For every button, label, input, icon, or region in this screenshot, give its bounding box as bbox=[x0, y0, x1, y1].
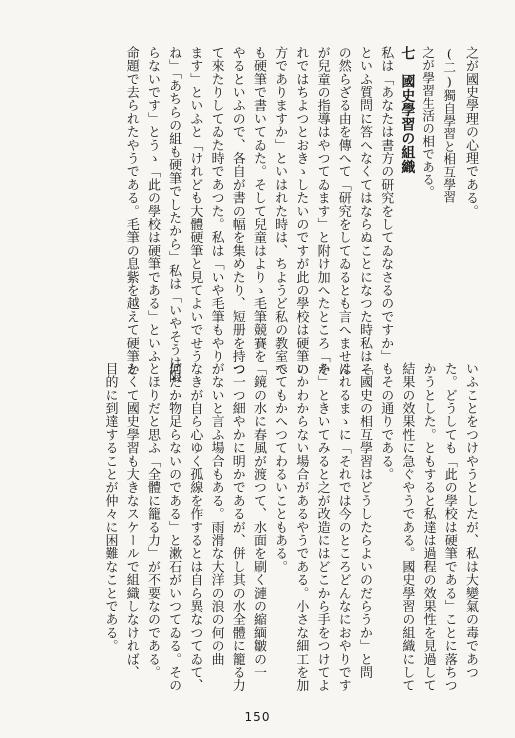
text-column: いかわからない場合があるやうである。小さな細工を加 bbox=[293, 362, 309, 692]
text-column: いふことをつけやうとしたが、私は大變氣の毒であつ bbox=[463, 362, 478, 679]
text-column: ね」「あちらの組も硬筆でしたから」私は「いやそうは限 bbox=[166, 46, 182, 383]
text-column: なきが自ら心ゆく孤線を作するとは自ら異なつてゐて、 bbox=[187, 362, 203, 692]
text-column: 之が學習生活の相である。 bbox=[420, 46, 436, 199]
text-column: がないと言ふ場合もある。雨滑な大洋の浪の何の曲 bbox=[208, 362, 224, 666]
subsection-heading: (二)獨自學習と相互學習 bbox=[441, 46, 457, 204]
text-column: れではちよつとおきゝしたいのですが此の學校は硬筆の bbox=[293, 46, 309, 376]
text-column: が兒童の指導はやつてゐます」と附け加へたところ「そ bbox=[314, 46, 330, 376]
text-column: 「國史の相互學習はどうしたらよいのだらうか」と問 bbox=[356, 362, 372, 679]
text-column: て來たりしてゐた時であつた。私は「いや毛筆もやり bbox=[208, 46, 224, 363]
text-column: 「鏡の水に春風が渡つて、水面を刷く漣の縮緬皺の一 bbox=[250, 362, 266, 679]
text-column: つ一つ細やかに明かであるが、併し其の水全體に籠る力 bbox=[229, 362, 245, 692]
text-column: とほりだと思ふ「全體に籠る力」が不要なのである。 bbox=[144, 362, 160, 679]
text-column: 私は「あなたは書方の研究をしてゐなさるのですか」 bbox=[378, 46, 394, 363]
text-column: はれるまゝに「それでは今のところどんなにおやりです bbox=[335, 362, 351, 692]
text-column: 何だか物足らないのである」と漱石がいつてゐる。その bbox=[166, 362, 182, 692]
text-column: 結果の效果性に急ぐやうである。國史學習の組織にして bbox=[399, 362, 415, 692]
text-column: 目的に到達することが仲々に困難なことである。 bbox=[102, 362, 118, 653]
text-column: 命題で去られたやうである。毛筆の息紫を越えて硬筆と bbox=[123, 46, 139, 376]
text-column: らないです」とうゝ「此の學校は硬筆である」といふ bbox=[144, 46, 160, 363]
text-column: やるといふので、各自が書の幅を集めたり、短册を持つ bbox=[229, 46, 245, 376]
text-column: 方でありますか」といはれた時は、ちようど私の教室で bbox=[272, 46, 288, 376]
text-column: の然らざる由を傳へて「研究をしてゐるとも言へません bbox=[335, 46, 351, 376]
section-heading: 七 國史學習の組織 bbox=[399, 46, 416, 174]
text-column: た。どうしても「此の學校は硬筆である」ことに落ちつ bbox=[441, 362, 457, 692]
text-column: もその通りである。 bbox=[378, 362, 394, 481]
text-column: へてもかへつてわるいこともある。 bbox=[272, 362, 288, 574]
text-column: 之が國史學理の心理である。 bbox=[463, 46, 478, 218]
upper-text-block bbox=[121, 46, 481, 383]
lower-text-block bbox=[99, 362, 481, 692]
text-column: か」ときいてみると之が改造にはどこから手をつけてよ bbox=[314, 362, 330, 692]
text-column: も硬筆で書いてゐた。そして兒童はよりゝ毛筆競賽を bbox=[250, 46, 266, 363]
text-column: といふ質問に答へなくてはならぬことになつた時私はそ bbox=[356, 46, 372, 376]
text-column: ます」といふと「けれども大體硬筆と見てよいでせう bbox=[187, 46, 203, 363]
text-column: かくて國史學習も大きなスケールで組織しなければ、 bbox=[123, 362, 139, 679]
page-number: 150 bbox=[244, 710, 271, 724]
text-column: かうとした。ともすると私達は過程の效果性を見過して bbox=[420, 362, 436, 692]
